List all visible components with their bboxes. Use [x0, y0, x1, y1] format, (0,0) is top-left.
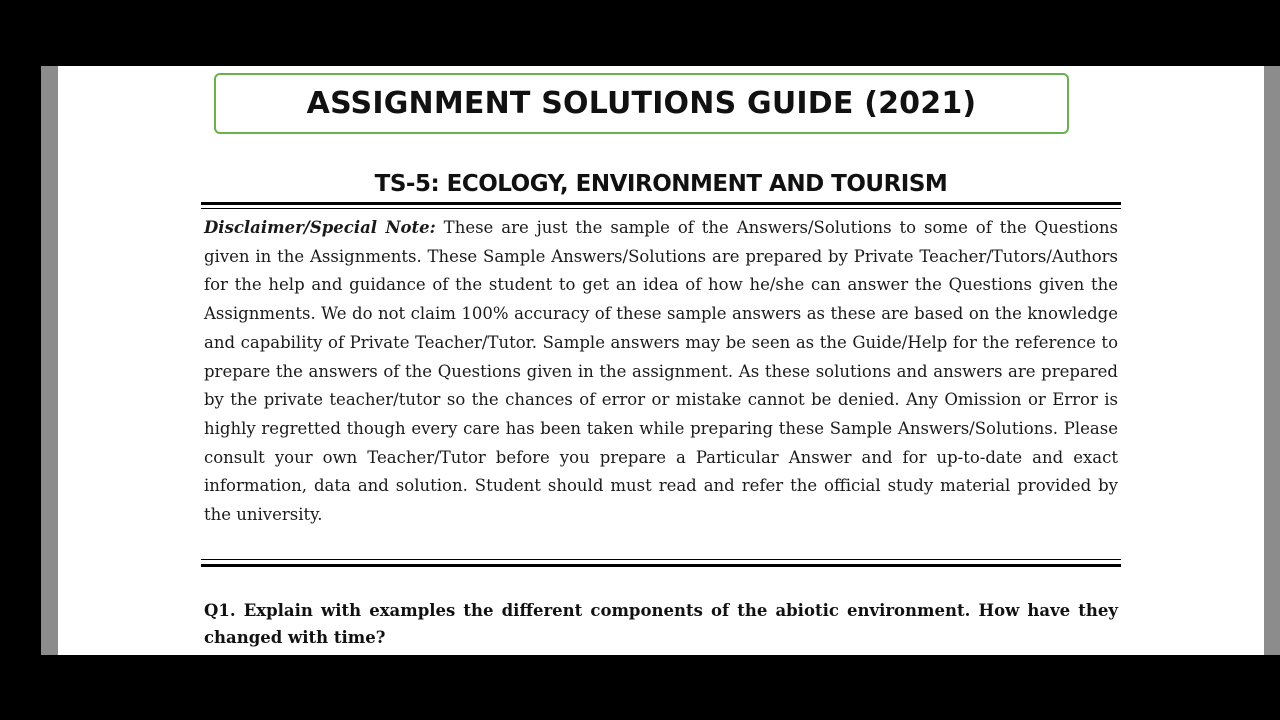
question-1: Q1. Explain with examples the different components of the abiotic environment. How have they changed with time? [204, 601, 1118, 647]
viewer-left-margin [41, 66, 58, 655]
disclaimer-text: These are just the sample of the Answers/Solutions to some of the Questions given in the Assignments. These Sample Answers/Solutions are prepared by Private Teacher/Tutors/Authors for the help and guidance of the student to get an idea of how he/she can answer the Questions given the Assignments. We do not claim 100% accuracy of these sample answers as these are based on the knowledge and capability of Private Teacher/Tutor. Sample answers may be seen as the Guide/Help for the reference to prepare the answers of the Questions given in the assignment. As these solutions and answers are prepared by the private teacher/tutor so the chances of error or mistake cannot be denied. Any Omission or Error is highly regretted though every care has been taken while preparing these Sample Answers/Solutions. Please consult your own Teacher/Tutor before you prepare a Particular Answer and for up-to-date and exact information, data and solution. Student should must read and refer the official study material provided by the university. [204, 218, 1118, 525]
top-double-rule-thick [201, 202, 1121, 205]
top-double-rule-thin [201, 208, 1121, 209]
document-page [58, 66, 1264, 655]
bottom-double-rule-thin [201, 559, 1121, 560]
bottom-double-rule-thick [201, 564, 1121, 567]
guide-title: ASSIGNMENT SOLUTIONS GUIDE (2021) [306, 86, 977, 121]
disclaimer-paragraph [204, 214, 1118, 530]
course-title: TS-5: ECOLOGY, ENVIRONMENT AND TOURISM [374, 171, 948, 197]
viewer-right-margin [1264, 66, 1280, 655]
disclaimer-label: Disclaimer/Special Note: [204, 218, 436, 237]
guide-title-box [214, 73, 1069, 134]
